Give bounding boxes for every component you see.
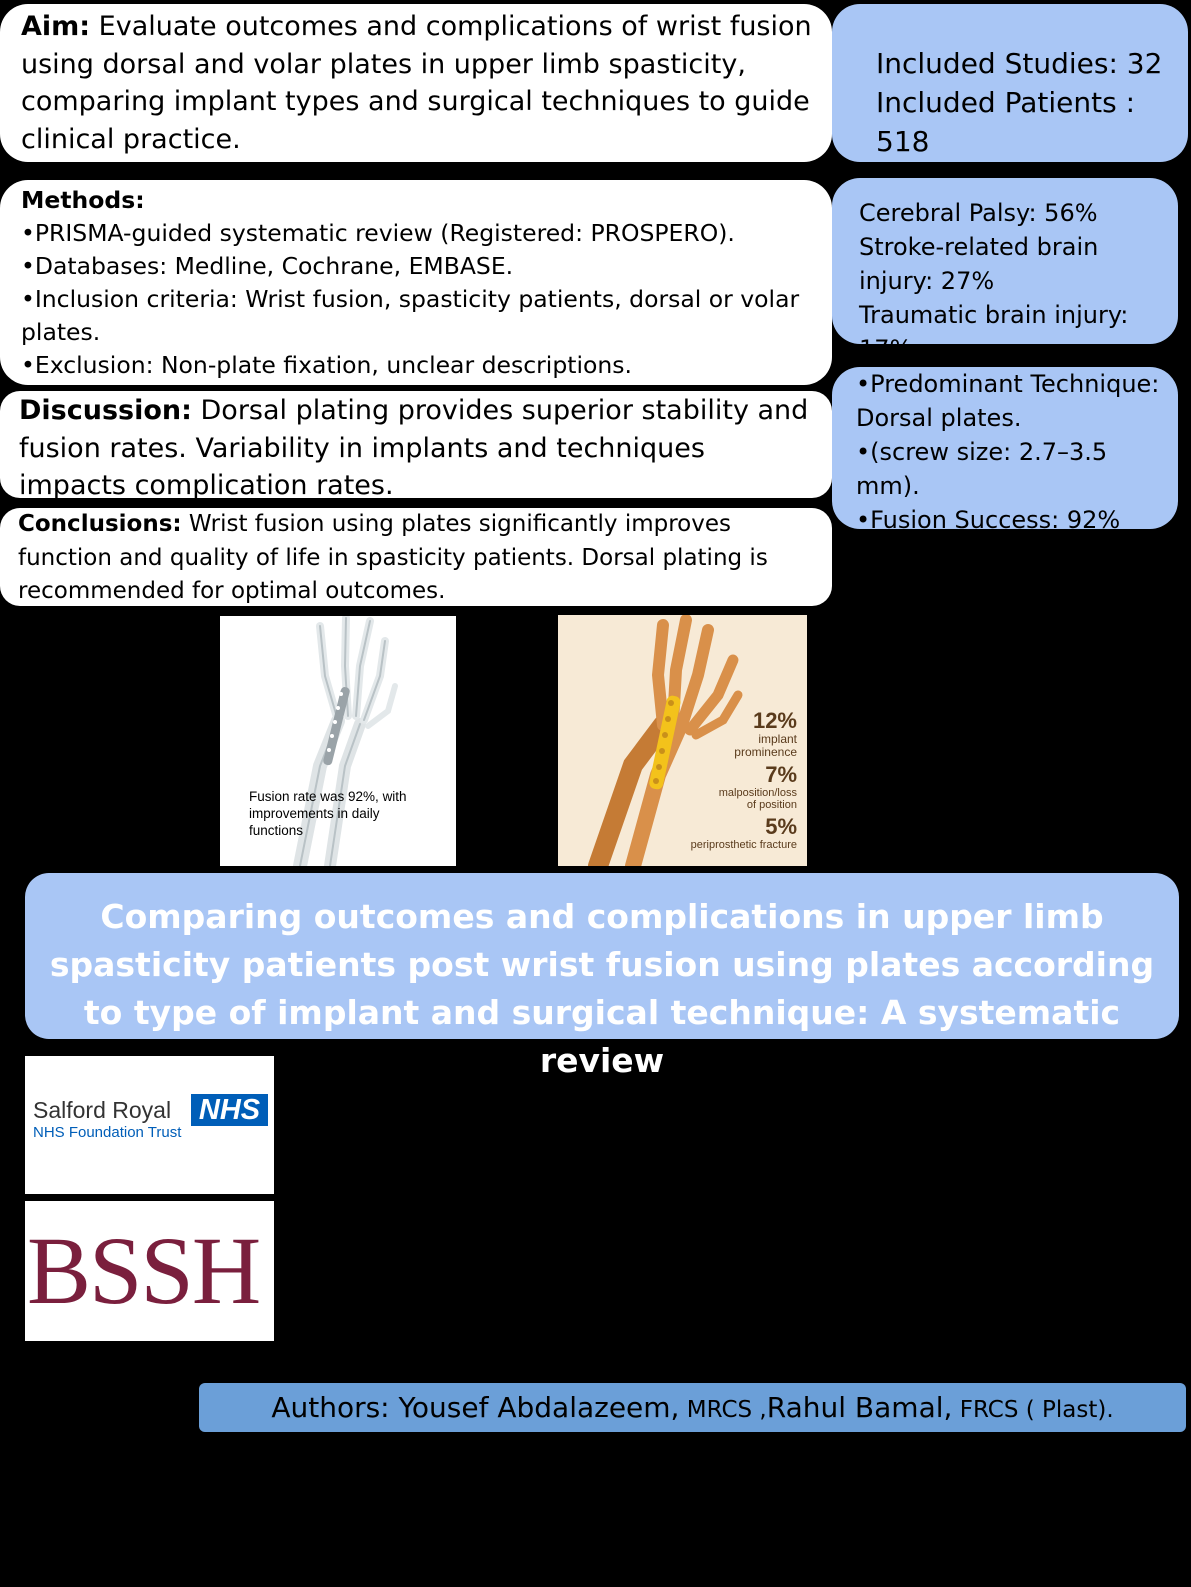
author-2-credentials: FRCS ( Plast). (952, 1397, 1114, 1423)
complications-illustration (558, 615, 807, 866)
methods-item: •Databases: Medline, Cochrane, EMBASE. (21, 252, 514, 280)
included-patients: Included Patients : 518 (876, 86, 1136, 158)
complication-value: 12% (752, 708, 797, 733)
technique-panel (832, 367, 1178, 534)
conclusions-panel (0, 508, 832, 606)
methods-panel (0, 180, 832, 385)
complication-label: of position (746, 799, 797, 811)
technique-item: •(screw size: 2.7–3.5 mm). (856, 438, 1108, 500)
stats-panel (832, 4, 1188, 162)
authors-bar (199, 1383, 1186, 1432)
figure1-caption: functions (249, 823, 304, 838)
salford-logo-name: Salford Royal (33, 1097, 172, 1123)
discussion-text: Dorsal plating provides superior stability and fusion rates. Variability in implants and techniques impacts complication rates. (19, 395, 809, 501)
methods-item: •PRISMA-guided systematic review (Registered: PROSPERO). (21, 219, 735, 247)
complication-value: 5% (765, 814, 797, 839)
tbi-stat: Traumatic brain injury: 17% (859, 301, 1129, 363)
complication-label: malposition/loss (718, 787, 797, 799)
methods-item: •Inclusion criteria: Wrist fusion, spasticity patients, dorsal or volar plates. (21, 285, 800, 346)
figure1-caption: improvements in daily (249, 806, 380, 821)
aetiology-panel (832, 178, 1178, 363)
cerebral-palsy-stat: Cerebral Palsy: 56% (859, 199, 1098, 227)
conclusions-label: Conclusions: (18, 511, 182, 537)
bssh-logo-text: BSSH (27, 1217, 260, 1324)
bssh-logo (25, 1201, 274, 1341)
author-1: Authors: Yousef Abdalazeem, (271, 1391, 680, 1424)
aim-label: Aim: (21, 11, 91, 42)
included-studies: Included Studies: 32 (876, 47, 1163, 80)
aim-text: Evaluate outcomes and complications of wrist fusion using dorsal and volar plates in upper limb spasticity, comparing implant types and surgical techniques to guide clinical practice. (21, 11, 812, 155)
complication-label: implant (758, 732, 797, 746)
technique-item: •Fusion Success: 92% (856, 506, 1121, 534)
figure1-caption: Fusion rate was 92%, with (249, 789, 407, 804)
conclusions-text: Wrist fusion using plates significantly improves function and quality of life in spasticity patients. Dorsal plating is recommended for optimal outcomes. (18, 511, 768, 604)
stroke-stat: Stroke-related brain injury: 27% (859, 233, 1099, 295)
methods-label: Methods: (21, 186, 145, 214)
author-1-credentials: MRCS , (679, 1397, 767, 1423)
aim-panel (0, 4, 832, 162)
wrist-fusion-illustration (220, 616, 456, 866)
discussion-panel (0, 391, 832, 501)
discussion-label: Discussion: (19, 395, 192, 426)
technique-item: •Predominant Technique: Dorsal plates. (856, 370, 1160, 432)
salford-royal-logo (25, 1056, 274, 1194)
author-2: Rahul Bamal, (766, 1391, 953, 1424)
complication-label: periprosthetic fracture (690, 839, 797, 851)
complication-label: prominence (734, 745, 797, 759)
nhs-logo: NHS (191, 1094, 268, 1126)
methods-item: •Exclusion: Non-plate fixation, unclear descriptions. (21, 351, 632, 379)
salford-logo-trust: NHS Foundation Trust (33, 1124, 182, 1141)
complication-value: 7% (765, 762, 797, 787)
poster-title (25, 873, 1179, 1080)
poster-title-text: Comparing outcomes and complications in upper limb spasticity patients post wrist fusion using plates according to type of implant and surgical technique: A systematic review (49, 897, 1155, 1080)
